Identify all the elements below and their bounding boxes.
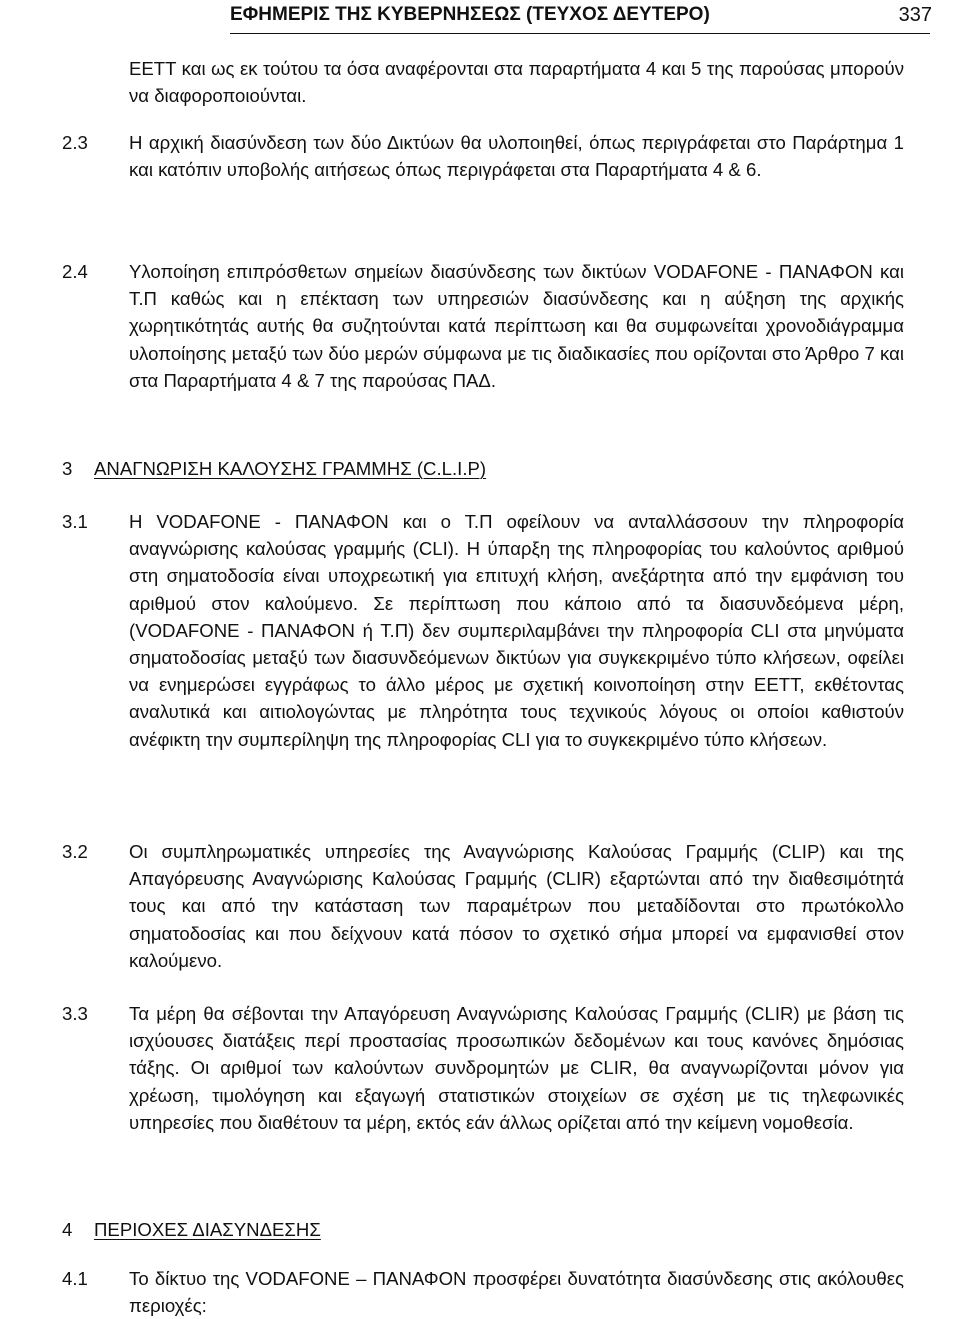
paragraph-number: 2.4 bbox=[62, 261, 88, 282]
paragraph-text: Το δίκτυο της VODAFONE – ΠΑΝΑΦΟΝ προσφέρει δυνατότητα διασύνδεσης στις ακόλουθες περιοχές: bbox=[129, 1268, 904, 1317]
paragraph-text: Υλοποίηση επιπρόσθετων σημείων διασύνδεσης των δικτύων VODAFONE - ΠΑΝΑΦΟΝ και Τ.Π καθώς και η επέκταση των υπηρεσιών διασύνδεσης και η αύξηση της αρχικής χωρητικότητάς αυτής θα συζητούνται κατά περίπτωση και θα συμφωνείται χρονοδιάγραμμα υλοποίησης μεταξύ των δύο μερών σύμφωνα με τις διαδικασίες που ορίζονται στο Άρθρο 7 και στα Παραρτήματα 4 & 7 της παρούσας ΠΑΔ. bbox=[129, 261, 904, 391]
section-title: ΠΕΡΙΟΧΕΣ ΔΙΑΣΥΝΔΕΣΗΣ bbox=[94, 1219, 321, 1240]
paragraph-number: 3.2 bbox=[62, 841, 88, 862]
paragraph-number: 3.1 bbox=[62, 511, 88, 532]
section-number: 3 bbox=[62, 458, 73, 479]
section-number: 4 bbox=[62, 1219, 73, 1240]
paragraph-text: Η VODAFONE - ΠΑΝΑΦΟΝ και ο Τ.Π οφείλουν να ανταλλάσσουν την πληροφορία αναγνώρισης καλούσας γραμμής (CLI). Η ύπαρξη της πληροφορίας του καλούντος αριθμού στη σηματοδοσία είναι υποχρεωτική για επιτυχή κλήση, ανεξάρτητα από την εμφάνιση του αριθμού στον καλούμενο. Σε περίπτωση που κάποιο από τα διασυνδεόμενα μέρη, (VODAFONE - ΠΑΝΑΦΟΝ ή Τ.Π) δεν συμπεριλαμβάνει την πληροφορία CLI στα μηνύματα σηματοδοσίας μεταξύ των διασυνδεόμενων δικτύων για συγκεκριμένο τύπο κλήσεων, οφείλει να ενημερώσει εγγράφως το άλλο μέρος με σχετική κοινοποίηση στην ΕΕΤΤ, εκθέτοντας αναλυτικά και αιτιολογώντας με πληρότητα τους τεχνικούς λόγους οι οποίοι καθιστούν ανέφικτη την συμπερίληψη της πληροφορίας CLI για το συγκεκριμένο τύπο κλήσεων. bbox=[129, 511, 904, 750]
paragraph-number: 2.3 bbox=[62, 132, 88, 153]
paragraph-text: Οι συμπληρωματικές υπηρεσίες της Αναγνώρισης Καλούσας Γραμμής (CLIP) και της Απαγόρευσης Αναγνώρισης Καλούσας Γραμμής (CLIR) εξαρτώνται από την διαθεσιμότητά τους και από την κατάσταση των παραμέτρων που μεταδίδονται στο πρωτόκολλο σηματοδοσίας και που δείχνουν κατά πόσον το σχετικό σήμα μπορεί να εμφανισθεί στον καλούμενο. bbox=[129, 841, 904, 971]
paragraph-number: 3.3 bbox=[62, 1003, 88, 1024]
page-header bbox=[230, 2, 930, 32]
section-title: ΑΝΑΓΝΩΡΙΣΗ ΚΑΛΟΥΣΗΣ ΓΡΑΜΜΗΣ (C.L.I.P) bbox=[94, 458, 487, 479]
header-rule bbox=[230, 33, 930, 34]
paragraph-text: Τα μέρη θα σέβονται την Απαγόρευση Αναγνώρισης Καλούσας Γραμμής (CLIR) με βάση τις ισχύουσες διατάξεις περί προστασίας προσωπικών δεδομένων και τους κανόνες δημόσιας τάξης. Οι αριθμοί των καλούντων συνδρομητών με CLIR, θα αναγνωρίζονται μόνον για χρέωση, τιμολόγηση και εξαγωγή στατιστικών στοιχείων σε σχέση με τις τηλεφωνικές υπηρεσίες που διαθέτουν τα μέρη, εκτός εάν άλλως ορίζεται από την κείμενη νομοθεσία. bbox=[129, 1003, 904, 1133]
paragraph-text: ΕΕΤΤ και ως εκ τούτου τα όσα αναφέρονται στα παραρτήματα 4 και 5 της παρούσας μπορούν να διαφοροποιούνται. bbox=[129, 58, 904, 107]
gazette-title: ΕΦΗΜΕΡΙΣ ΤΗΣ ΚΥΒΕΡΝΗΣΕΩΣ (ΤΕΥΧΟΣ ΔΕΥΤΕΡΟ) bbox=[230, 4, 710, 25]
paragraph-text: Η αρχική διασύνδεση των δύο Δικτύων θα υλοποιηθεί, όπως περιγράφεται στο Παράρτημα 1 και κατόπιν υποβολής αιτήσεως όπως περιγράφεται στα Παραρτήματα 4 & 6. bbox=[129, 132, 904, 181]
page-number: 337 bbox=[898, 4, 932, 26]
paragraph-number: 4.1 bbox=[62, 1268, 88, 1289]
